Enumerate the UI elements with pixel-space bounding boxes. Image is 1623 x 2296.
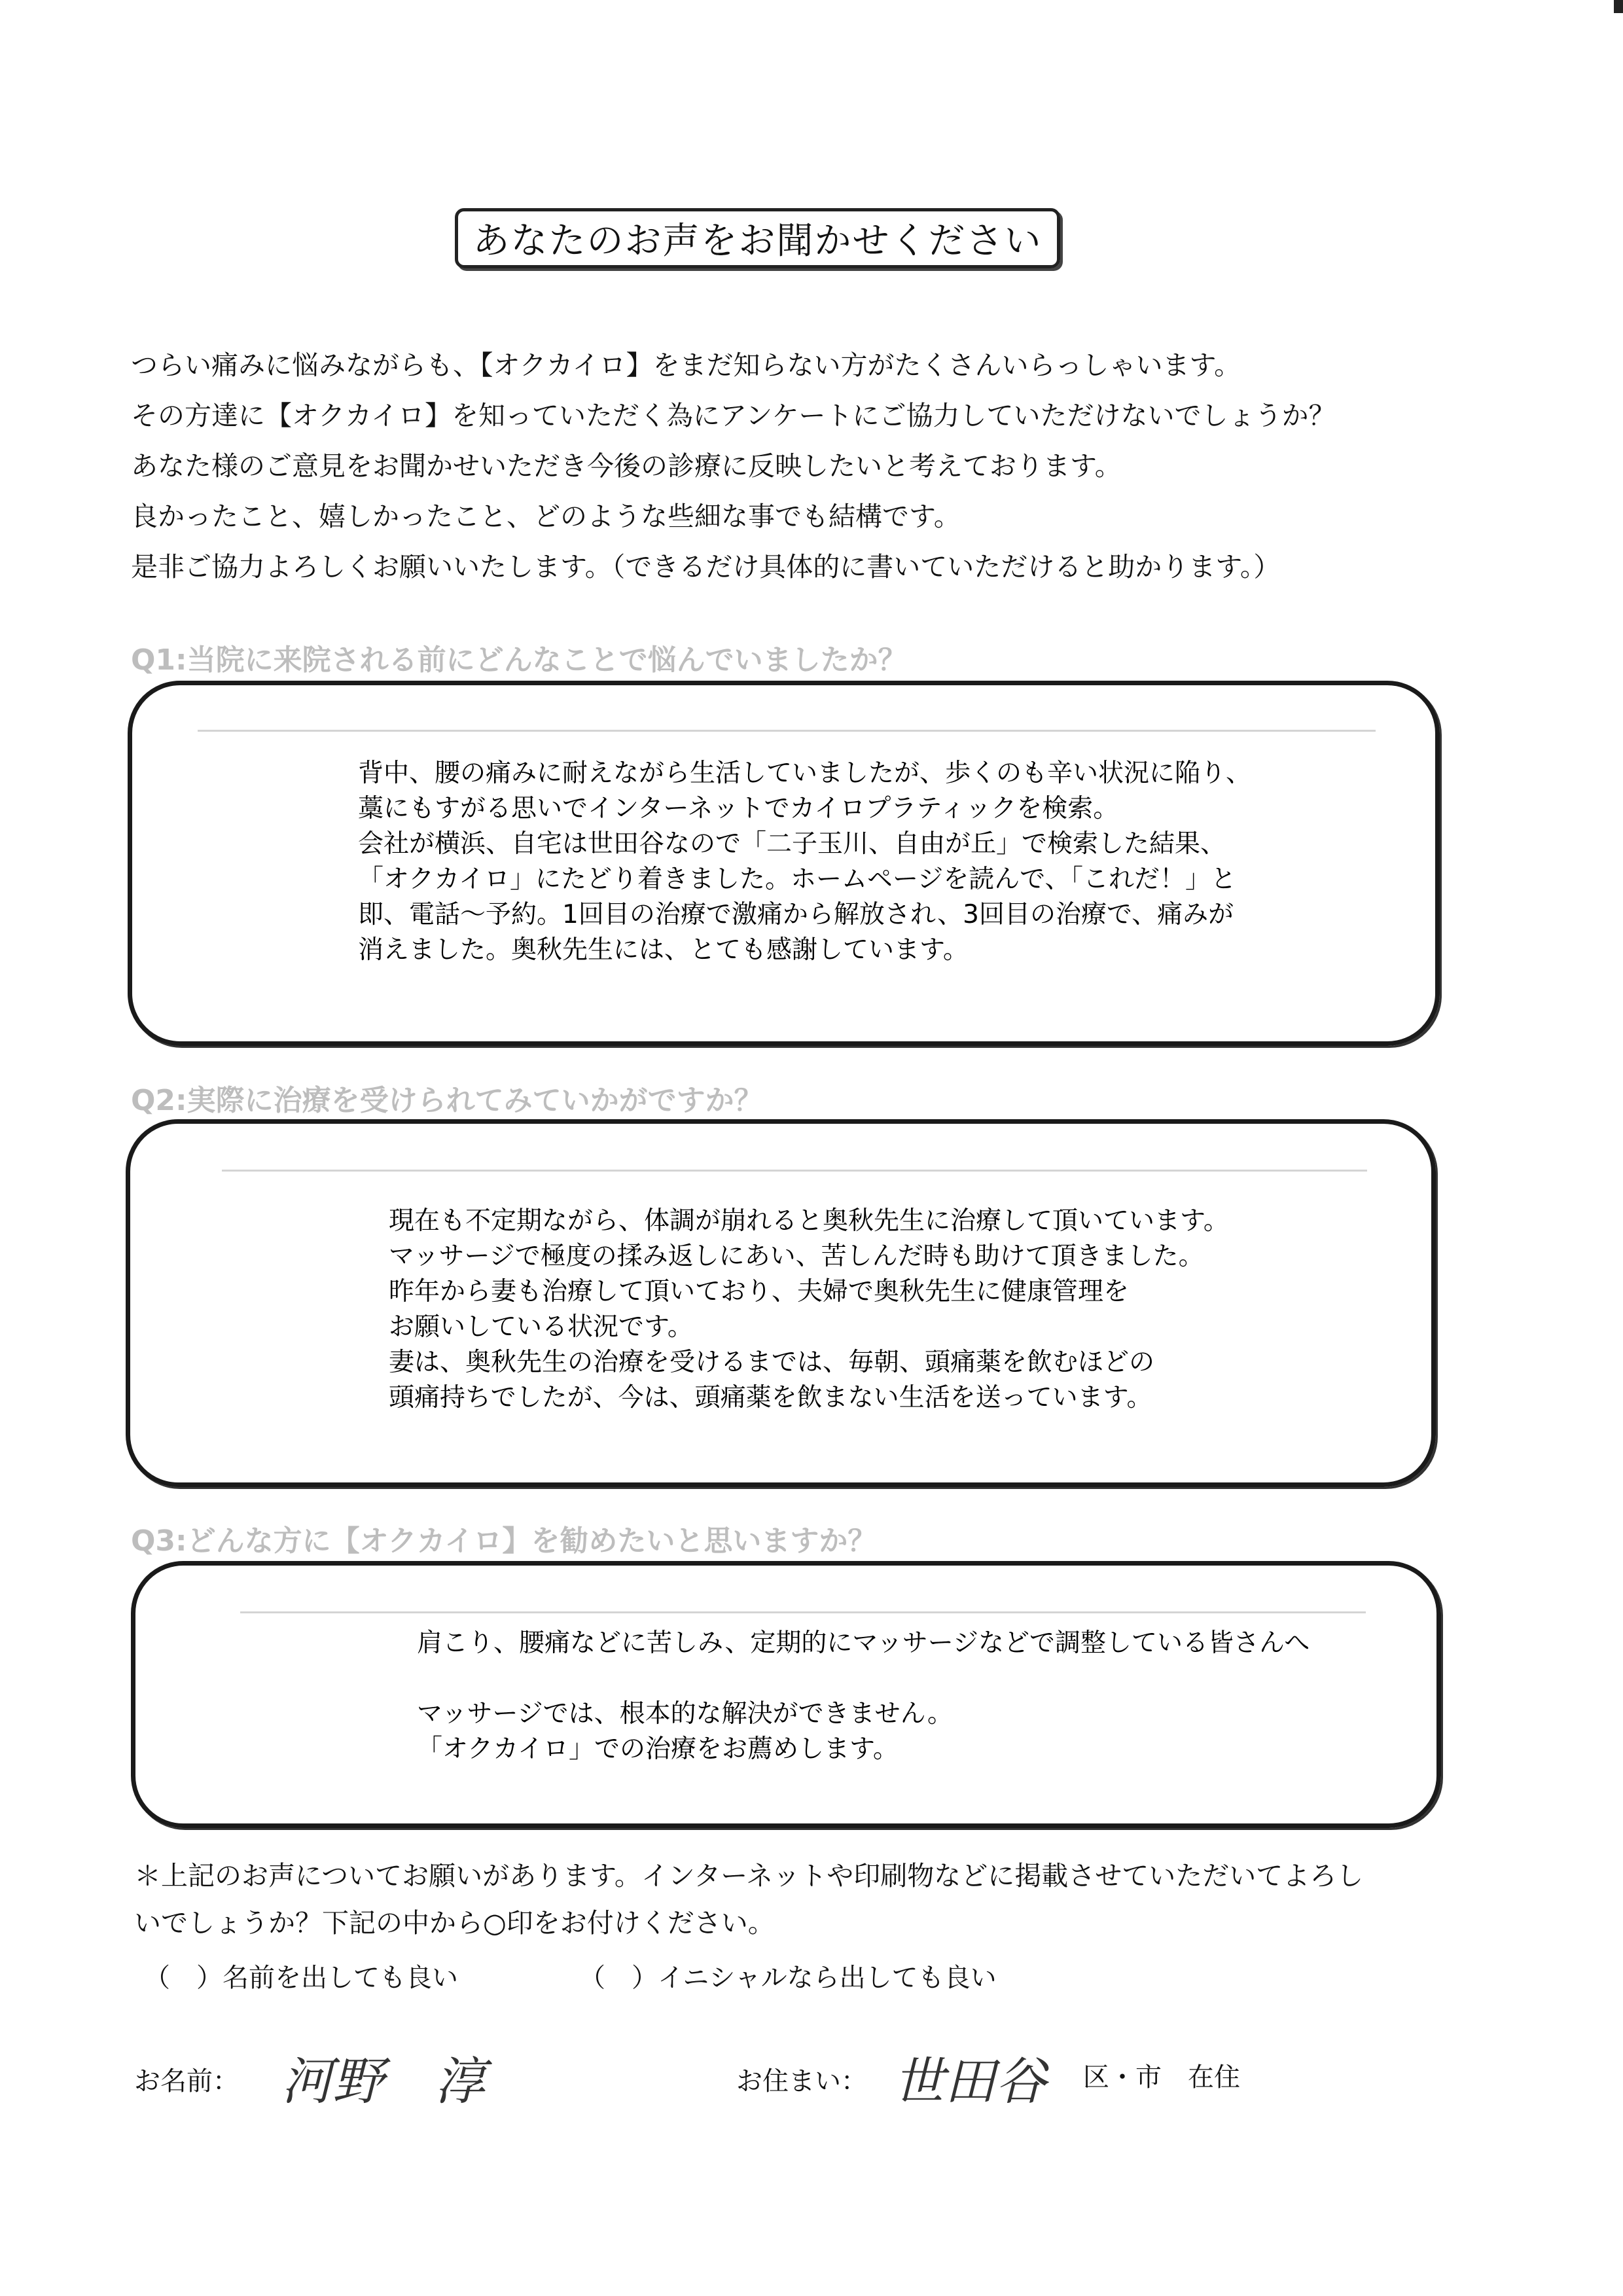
answer-line: 「オクカイロ」にたどり着きました。ホームページを読んで、「これだ！」と bbox=[358, 865, 1236, 894]
answer-line: 肩こり、腰痛などに苦しみ、定期的にマッサージなどで調整している皆さんへ bbox=[417, 1628, 1310, 1658]
answer-line: 妻は、奥秋先生の治療を受けるまでは、毎朝、頭痛薬を飲むほどの bbox=[389, 1348, 1155, 1377]
answer-line: 現在も不定期ながら、体調が崩れると奥秋先生に治療して頂いています。 bbox=[389, 1206, 1229, 1236]
address-suffix: 区・市 在住 bbox=[1083, 2062, 1240, 2092]
answer-line: お願いしている状況です。 bbox=[389, 1312, 693, 1342]
answer-box-2 bbox=[126, 1119, 1436, 1487]
answer-line: マッサージでは、根本的な解決ができません。 bbox=[417, 1699, 954, 1729]
faint-rule bbox=[240, 1611, 1366, 1613]
question-1-label: Q1:当院に来院される前にどんなことで悩んでいましたか？ bbox=[131, 643, 907, 677]
answer-2-text bbox=[389, 1204, 1229, 1416]
faint-rule bbox=[222, 1170, 1367, 1172]
answer-box-3 bbox=[131, 1561, 1441, 1828]
question-2-label: Q2:実際に治療を受けられてみていかがですか？ bbox=[131, 1084, 763, 1117]
intro-line: 是非ご協力よろしくお願いいたします。（できるだけ具体的に書いていただけると助かります。） bbox=[131, 551, 1281, 583]
faint-rule bbox=[198, 730, 1376, 732]
answer-line: 藁にもすがる思いでインターネットでカイロプラティックを検索。 bbox=[358, 794, 1119, 823]
answer-blank-line bbox=[417, 1661, 1310, 1696]
answer-line: 昨年から妻も治療して頂いており、夫婦で奥秋先生に健康管理を bbox=[389, 1277, 1130, 1306]
intro-line: その方達に【オクカイロ】を知っていただく為にアンケートにご協力していただけないでしょうか？ bbox=[131, 400, 1336, 431]
intro-line: 良かったこと、嬉しかったこと、どのような些細な事でも結構です。 bbox=[131, 501, 961, 532]
question-3-label: Q3:どんな方に【オクカイロ】を勧めたいと思いますか？ bbox=[131, 1524, 877, 1558]
note-line: いでしょうか？下記の中から○印をお付けください。 bbox=[134, 1907, 775, 1939]
answer-line: 背中、腰の痛みに耐えながら生活していましたが、歩くのも辛い状況に陥り、 bbox=[358, 759, 1252, 788]
answer-1-text bbox=[358, 756, 1251, 968]
intro-text bbox=[131, 340, 1518, 592]
answer-line: 「オクカイロ」での治療をお薦めします。 bbox=[417, 1734, 899, 1764]
option-name-ok[interactable]: （ ）名前を出しても良い bbox=[144, 1963, 458, 1993]
intro-line: あなた様のご意見をお聞かせいただき今後の診療に反映したいと考えております。 bbox=[131, 450, 1122, 482]
answer-box-1 bbox=[128, 681, 1440, 1046]
answer-line: 即、電話～予約。1回目の治療で激痛から解放され、3回目の治療で、痛みが bbox=[358, 900, 1234, 929]
answer-line: 頭痛持ちでしたが、今は、頭痛薬を飲まない生活を送っています。 bbox=[389, 1383, 1152, 1412]
address-handwritten: 世田谷 bbox=[893, 2053, 1047, 2111]
answer-3-text bbox=[417, 1626, 1310, 1767]
answer-line: 消えました。奥秋先生には、とても感謝しています。 bbox=[358, 935, 969, 965]
address-label: お住まい： bbox=[736, 2066, 867, 2096]
page-title: あなたのお声をお聞かせください bbox=[455, 208, 1060, 268]
publication-note bbox=[134, 1852, 1363, 1946]
name-label: お名前： bbox=[134, 2066, 239, 2096]
note-line: ＊上記のお声についてお願いがあります。インターネットや印刷物などに掲載させていただいてよろし bbox=[134, 1860, 1364, 1892]
option-initials-ok[interactable]: （ ）イニシャルなら出しても良い bbox=[579, 1963, 997, 1993]
scan-corner-mark bbox=[1614, 0, 1623, 13]
intro-line: つらい痛みに悩みながらも、【オクカイロ】をまだ知らない方がたくさんいらっしゃいます。 bbox=[131, 350, 1241, 381]
answer-line: マッサージで極度の揉み返しにあい、苦しんだ時も助けて頂きました。 bbox=[389, 1242, 1204, 1271]
name-handwritten: 河野 淳 bbox=[281, 2053, 486, 2111]
answer-line: 会社が横浜、自宅は世田谷なので「二子玉川、自由が丘」で検索した結果、 bbox=[358, 829, 1226, 859]
